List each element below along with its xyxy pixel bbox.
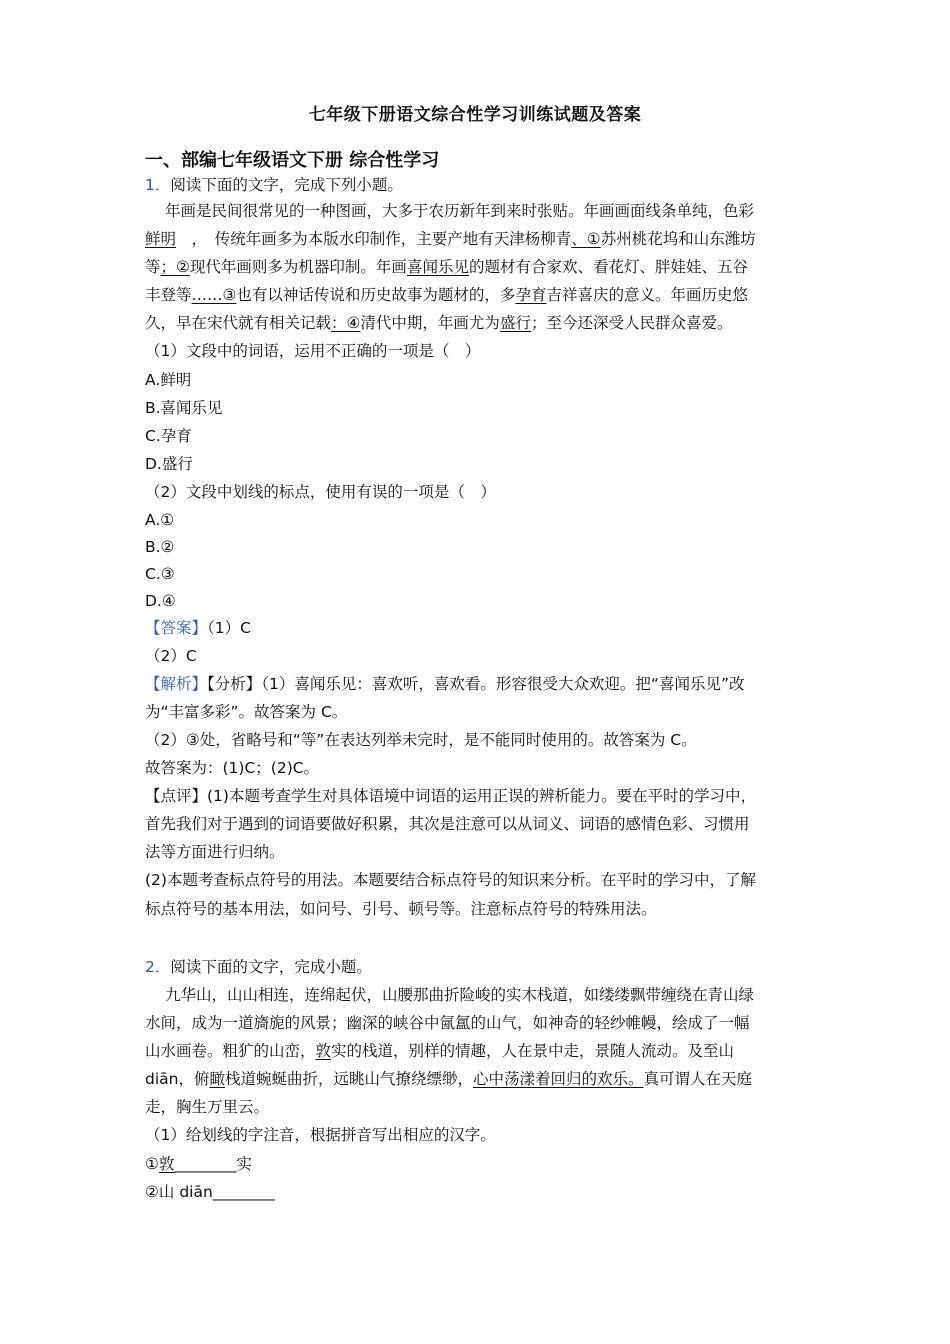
- q1-sub1-option: C.孕育: [145, 427, 192, 445]
- analysis-line: (2)本题考查标点符号的用法。本题要结合标点符号的知识来分析。在平时的学习中，了解: [145, 871, 756, 889]
- q1-para-line: 丰登等……③也有以神话传说和历史故事为题材的，多孕育吉祥喜庆的意义。年画历史悠: [145, 286, 748, 304]
- q1-sub1-option: B.喜闻乐见: [145, 399, 223, 417]
- q1-para-line: 鲜明 ， 传统年画多为本版水印制作，主要产地有天津杨柳青、①苏州桃花坞和山东潍坊: [145, 230, 756, 248]
- q1-para-line: 久，早在宋代就有相关记载：④清代中期，年画尤为盛行；至今还深受人民群众喜爱。: [145, 314, 733, 332]
- q2-para-line: 山水画卷。粗犷的山峦，敦实的栈道，别样的情趣，人在景中走，景随人流动。及至山: [145, 1042, 735, 1060]
- analysis-line: 【点评】(1)本题考查学生对具体语境中词语的运用正误的辨析能力。要在平时的学习中，: [145, 787, 756, 805]
- analysis-tag: 解析: [160, 675, 192, 693]
- q1-sub2-option: A.①: [145, 511, 175, 529]
- q2-intro: 2．阅读下面的文字，完成小题。: [145, 958, 372, 976]
- q2-fill-line: ②山 diān________: [145, 1183, 275, 1201]
- q1-intro: 1．阅读下面的文字，完成下列小题。: [145, 176, 403, 194]
- q1-sub2-option: D.④: [145, 592, 176, 610]
- analysis-line: （2）③处，省略号和“等”在表达列举未完时，是不能同时使用的。故答案为 C。: [145, 731, 697, 749]
- q2-para-line: diān，俯瞰栈道蜿蜒曲折，远眺山气撩绕缥缈，心中荡漾着回归的欢乐。真可谓人在天庭: [145, 1070, 753, 1088]
- analysis-line: 【解析】【分析】（1）喜闻乐见：喜欢听，喜欢看。形容很受大众欢迎。把“喜闻乐见”改: [145, 675, 745, 693]
- q2-number: 2．: [145, 958, 171, 976]
- analysis-line: 首先我们对于遇到的词语要做好积累，其次是注意可以从词义、词语的感情色彩、习惯用: [145, 815, 750, 833]
- q1-sub1: （1）文段中的词语，运用不正确的一项是（ ）: [145, 342, 481, 360]
- q1-sub2: （2）文段中划线的标点，使用有误的一项是（ ）: [145, 483, 496, 501]
- q1-para-line: 等；②现代年画则多为机器印制。年画喜闻乐见的题材有合家欢、看花灯、胖娃娃、五谷: [145, 258, 748, 276]
- q1-sub1-option: A.鲜明: [145, 371, 192, 389]
- q2-para-line: 水间，成为一道旖旎的风景；幽深的峡谷中氤氲的山气，如神奇的轻纱帷幔，绘成了一幅: [145, 1014, 750, 1032]
- answer-line: 【答案】（1）C: [145, 619, 251, 637]
- q1-para-line: 年画是民间很常见的一种图画，大多于农历新年到来时张贴。年画画面线条单纯，色彩: [165, 202, 755, 220]
- document-title: 七年级下册语文综合性学习训练试题及答案: [308, 105, 642, 125]
- answer-tag: 【答案】: [145, 619, 208, 637]
- q1-sub2-option: C.③: [145, 565, 175, 583]
- section-heading: 一、部编七年级语文下册 综合性学习: [145, 150, 440, 171]
- q2-sub1: （1）给划线的字注音，根据拼音写出相应的汉字。: [145, 1126, 496, 1144]
- analysis-line: 为“丰富多彩”。故答案为 C。: [145, 703, 348, 721]
- q2-fill-line: ①敦________实: [145, 1155, 252, 1173]
- q1-number: 1．: [145, 176, 171, 194]
- analysis-line: 标点符号的基本用法，如问号、引号、顿号等。注意标点符号的特殊用法。: [145, 900, 657, 918]
- q2-para-line: 九华山，山山相连，连绵起伏，山腰那曲折险峻的实木栈道，如缕缕飘带缠绕在青山绿: [165, 986, 755, 1004]
- q1-sub2-option: B.②: [145, 538, 175, 556]
- q1-sub1-option: D.盛行: [145, 455, 193, 473]
- q2-para-line: 走，胸生万里云。: [145, 1098, 270, 1116]
- analysis-line: 法等方面进行归纳。: [145, 843, 285, 861]
- analysis-line: 故答案为：(1)C；(2)C。: [145, 759, 320, 777]
- answer-line: （2）C: [145, 647, 197, 665]
